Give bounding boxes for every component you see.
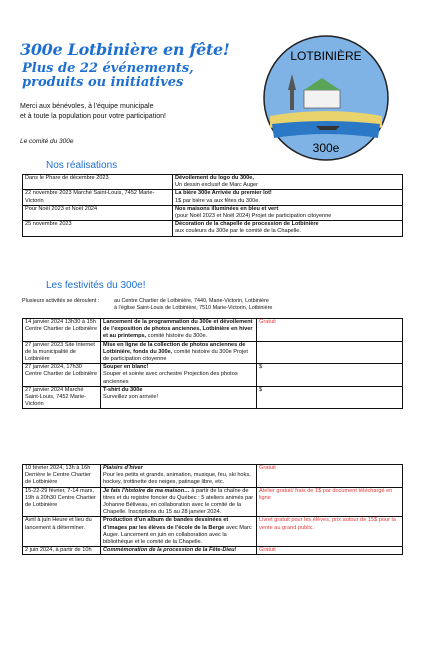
logo-top-text: LOTBINIÈRE (290, 49, 362, 63)
acc-right-bold-3: Décoration de la chapelle de procession de Lotbinière (175, 221, 319, 228)
t1-event-bold-1: Mise en ligne de la collection de photos anciennes de Lotbinière, fonds du 300e, (103, 341, 246, 355)
page-subtitle: Plus de 22 événements, produits ou initiatives (22, 61, 194, 90)
acc-right-3 (173, 221, 403, 236)
t1-event-0 (101, 319, 257, 342)
t2-event-bold-3: Commémoration de la procession de la Fête-Dieu! (103, 547, 237, 554)
t1-price-0: Gratuit (257, 319, 403, 342)
acc-left-1: 22 novembre 2023 Marché Saint-Louis, 7452 Marie-Victorin (23, 190, 173, 205)
t1-event-2 (101, 364, 257, 387)
festivities-intro (22, 298, 273, 311)
table-row (23, 221, 403, 236)
acc-right-1 (173, 190, 403, 205)
t2-price-0: Gratuit (257, 465, 403, 488)
intro-right-1: au Centre Chartier de Lotbinière, 7440, Marie-Victorin, Lotbinière (114, 298, 269, 304)
thanks-line-1: Merci aux bénévoles, à l’équipe municipale (20, 103, 154, 110)
t1-event-bold-2: Souper en blanc! (103, 364, 149, 371)
intro-left: Plusieurs activités se déroulent : (22, 298, 100, 304)
t2-event-bold-2: Production d’un album de bandes dessinées et d’images par les élèves de l’école de la Berge (103, 517, 229, 531)
table-row (23, 190, 403, 205)
acc-left-0: Dans le Phare de décembre 2023 (23, 175, 173, 190)
table-row (23, 364, 403, 387)
festivities-heading: Les festivités du 300e! (46, 280, 146, 291)
t1-event-3 (101, 386, 257, 409)
acc-right-bold-2: Nos maisons illuminées en bleu et vert (175, 205, 279, 212)
t2-event-bold-0: Plaisirs d’hiver (103, 465, 143, 471)
thanks-line-2: et à toute la population pour votre participation! (20, 113, 166, 120)
acc-right-rest-0: Un dessin exclusif de Marc Auger (175, 182, 259, 189)
acc-right-bold-1: La bière 300e Arrivée du premier lot! (175, 190, 272, 197)
t1-event-rest-2: Souper et soirée avec orchestre Projection des photos anciennes (103, 371, 238, 385)
accomplishments-heading: Nos réalisations (46, 160, 118, 171)
t1-event-rest-3: Surveillez son arrivée! (103, 394, 159, 401)
t1-date-0: 14 janvier 2024 13h30 à 15h Centre Chartier de Lotbinière (23, 319, 101, 342)
t2-price-1: Atelier gratuit/ frais de 1$ par document téléchargé en ligne (257, 487, 403, 517)
t2-event-0 (101, 465, 257, 488)
t2-date-0: 10 février 2024, 13h à 16h Derrière le Centre Chartier de Lotbinière (23, 465, 101, 488)
t2-event-2 (101, 517, 257, 547)
t2-price-3: Gratuit (257, 547, 403, 555)
logo-bottom-text: 300e (312, 141, 340, 155)
t1-price-2: $ (257, 364, 403, 387)
committee-signature: Le comité du 300e (20, 138, 74, 145)
festivities-table-1 (22, 318, 403, 409)
acc-left-3: 25 novembre 2023 (23, 221, 173, 236)
table-row (23, 547, 403, 555)
t1-date-2: 27 janvier 2024, 17h30 Centre Chartier de Lotbinière (23, 364, 101, 387)
t1-event-bold-3: T-shirt du 300e (103, 386, 143, 393)
page-title: 300e Lotbinière en fête! (20, 40, 230, 59)
t1-price-3: $ (257, 386, 403, 409)
t2-event-3 (101, 547, 257, 555)
t2-event-rest-0: Pour les petits et grands, animation, musique, feu, ski hoks, hockey, trottinette des neiges, patinage libre, etc. (103, 472, 251, 486)
t1-event-bold-0: Lancement de la programmation du 300e et dévoilement de l’exposition de photos anciennes, Lotbinière en hiver et au printemps, (103, 319, 253, 340)
acc-right-2 (173, 205, 403, 220)
t1-price-1 (257, 341, 403, 364)
acc-left-2: Pour Noël 2023 et Noël 2024 (23, 205, 173, 220)
t2-date-1: 15-22-29 février, 7-14 mars, 19h à 20h30 Centre Chartier de Lotbinière (23, 487, 101, 517)
intro-right (114, 298, 324, 312)
table-row (23, 465, 403, 488)
table-row (23, 386, 403, 409)
acc-right-0 (173, 175, 403, 190)
acc-right-bold-0: Dévoilement du logo du 300e, (175, 175, 254, 181)
lotbiniere-logo (262, 34, 390, 162)
table-row (23, 341, 403, 364)
t1-event-rest-1: comité histoire du 300e Projet de participation citoyenne (103, 348, 248, 363)
acc-right-rest-2: (pour Noël 2023 et Noël 2024) Projet de participation citoyenne (175, 213, 332, 220)
table-row (23, 487, 403, 517)
t2-date-3: 2 juin 2024, à partir de 10h (23, 547, 101, 555)
intro-right-2: à l’église Saint-Louis de Lotbinière, 7510 Marie-Victorin, Lotbinière (114, 305, 273, 311)
t1-event-1 (101, 341, 257, 364)
table-row (23, 319, 403, 342)
t2-event-rest-2: avec Marc Auger. Lancement en juin en collaboration avec la bibliothèque et le comité de la Chapelle. (103, 524, 252, 546)
accomplishments-table (22, 174, 403, 237)
acc-right-rest-3: aux couleurs du 300e par le comité de la Chapelle. (175, 228, 301, 235)
thanks-message (20, 102, 260, 122)
table-row (23, 175, 403, 190)
t2-date-2: Avril à juin Heure et lieu du lancement à déterminer. (23, 517, 101, 547)
t1-date-1: 27 janvier 2023 Site Internet de la municipalité de Lotbinière (23, 341, 101, 364)
t1-date-3: 27 janvier 2024 Marché Saint-Louis, 7452 Marie-Victorin (23, 386, 101, 409)
festivities-table-2 (22, 464, 403, 555)
t1-event-rest-0: comité histoire du 300e. (147, 333, 208, 340)
t2-event-bold-1: Je fais l’histoire de ma maison… (103, 487, 190, 494)
table-row (23, 517, 403, 547)
acc-right-rest-1: 1$ par bière va aux fêtes du 300e. (175, 197, 260, 204)
t2-price-2: Livret gratuit pour les élèves, prix autour de 15$ pour la vente au grand public. (257, 517, 403, 547)
t2-event-rest-1: à partir de la chaîne de titres et du registre foncier du Québec : 5 ateliers animés par Johanne Béliveau, en collaboration avec le comité de la Chapelle. Inscriptions du 15 au 28 janvier 2024. (103, 487, 254, 516)
t2-event-1 (101, 487, 257, 517)
table-row (23, 205, 403, 220)
